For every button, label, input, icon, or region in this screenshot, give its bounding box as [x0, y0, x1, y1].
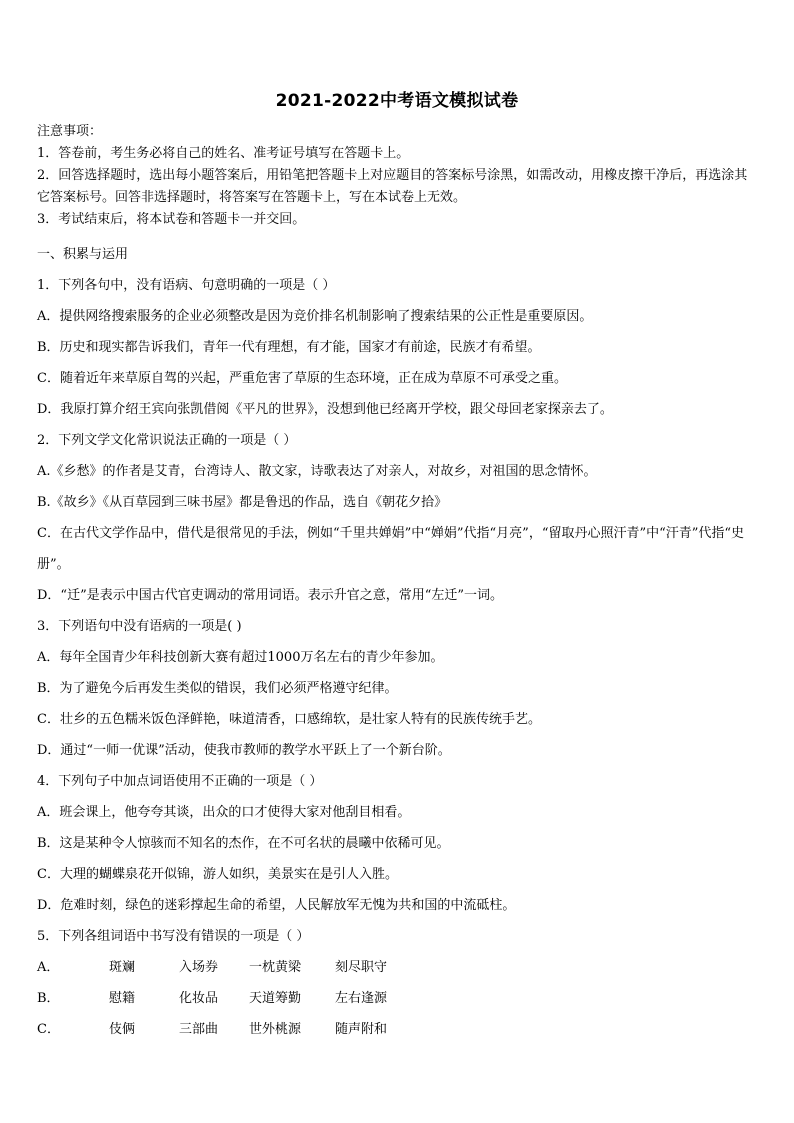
option: D．危难时刻，绿色的迷彩撑起生命的希望，人民解放军无愧为共和国的中流砥柱。: [37, 898, 516, 913]
option: B．这是某种令人惊骇而不知名的杰作，在不可名状的晨曦中依稀可见。: [37, 836, 450, 851]
option-word: 左右逢源: [335, 991, 388, 1006]
question-stem: 2．下列文学文化常识说法正确的一项是（ ）: [37, 433, 297, 448]
notice-block: [37, 121, 759, 231]
option: C．大理的蝴蝶泉花开似锦，游人如织，美景实在是引人入胜。: [37, 867, 398, 882]
notice-item: 3．考试结束后，将本试卷和答题卡一并交回。: [37, 212, 306, 227]
option-word: 斑斓: [109, 960, 136, 975]
option: C．在古代文学作品中，借代是很常见的手法，例如“千里共婵娟”中“婵娟”代指“月亮”，“留取丹心照汗青”中“汗青”代指“史册”。: [37, 526, 745, 572]
option-word: 天道筹勤: [249, 991, 302, 1006]
option: B．为了避免今后再发生类似的错误，我们必须严格遵守纪律。: [37, 681, 398, 696]
option-label: A．: [37, 960, 60, 975]
word-option-row: [37, 983, 759, 1014]
option: A．班会课上，他夸夸其谈，出众的口才使得大家对他刮目相看。: [37, 805, 411, 820]
section-accumulation: [37, 244, 759, 1045]
option-word: 入场券: [179, 960, 219, 975]
option: C．壮乡的五色糯米饭色泽鲜艳，味道清香，口感绵软，是壮家人特有的民族传统手艺。: [37, 712, 541, 727]
option-word: 一枕黄梁: [249, 960, 302, 975]
option: D．通过“一师一优课”活动，使我市教师的教学水平跃上了一个新台阶。: [37, 743, 451, 758]
word-option-row: [37, 952, 759, 983]
notice-item: 1．答卷前，考生务必将自己的姓名、准考证号填写在答题卡上。: [37, 146, 410, 161]
option-word: 伎俩: [109, 1022, 136, 1037]
word-option-row: [37, 1014, 759, 1045]
question-stem: 4．下列句子中加点词语使用不正确的一项是（ ）: [37, 774, 323, 789]
option: A．每年全国青少年科技创新大赛有超过1000万名左右的青少年参加。: [37, 650, 444, 665]
option-word: 世外桃源: [249, 1022, 302, 1037]
option: C．随着近年来草原自驾的兴起，严重危害了草原的生态环境，正在成为草原不可承受之重。: [37, 371, 567, 386]
option: A．提供网络搜索服务的企业必须整改是因为竞价排名机制影响了搜索结果的公正性是重要原因。: [37, 309, 593, 324]
question-stem: 5．下列各组词语中书写没有错误的一项是（ ）: [37, 929, 310, 944]
option: B.《故乡》《从百草园到三味书屋》都是鲁迅的作品，选自《朝花夕拾》: [37, 495, 448, 510]
option: D．我原打算介绍王宾向张凯借阅《平凡的世界》，没想到他已经离开学校，跟父母回老家探亲去了。: [37, 402, 613, 417]
option-word: 刻尽职守: [335, 960, 388, 975]
option-word: 慰籍: [109, 991, 136, 1006]
question-stem: 3．下列语句中没有语病的一项是( ): [37, 619, 242, 634]
option: B．历史和现实都告诉我们，青年一代有理想，有才能，国家才有前途，民族才有希望。: [37, 340, 541, 355]
option: D．“迁”是表示中国古代官吏调动的常用词语。表示升官之意，常用“左迁”一词。: [37, 588, 504, 603]
option-word: 三部曲: [179, 1022, 219, 1037]
notice-item: 2．回答选择题时，选出每小题答案后，用铅笔把答题卡上对应题目的答案标号涂黑，如需改动，用橡皮擦干净后，再选涂其它答案标号。回答非选择题时，将答案写在答题卡上，写在本试卷上无效。: [37, 168, 748, 205]
option-word: 化妆品: [179, 991, 219, 1006]
page-title: 2021-2022中考语文模拟试卷: [275, 91, 519, 111]
question-stem: 1．下列各句中，没有语病、句意明确的一项是（ ）: [37, 278, 336, 293]
section-heading: 一、积累与运用: [37, 247, 129, 262]
option: A.《乡愁》的作者是艾青，台湾诗人、散文家，诗歌表达了对亲人，对故乡，对祖国的思念情怀。: [37, 464, 597, 479]
notice-heading: 注意事项：: [37, 124, 103, 139]
option-label: B．: [37, 991, 60, 1006]
option-word: 随声附和: [335, 1022, 388, 1037]
option-label: C．: [37, 1022, 60, 1037]
